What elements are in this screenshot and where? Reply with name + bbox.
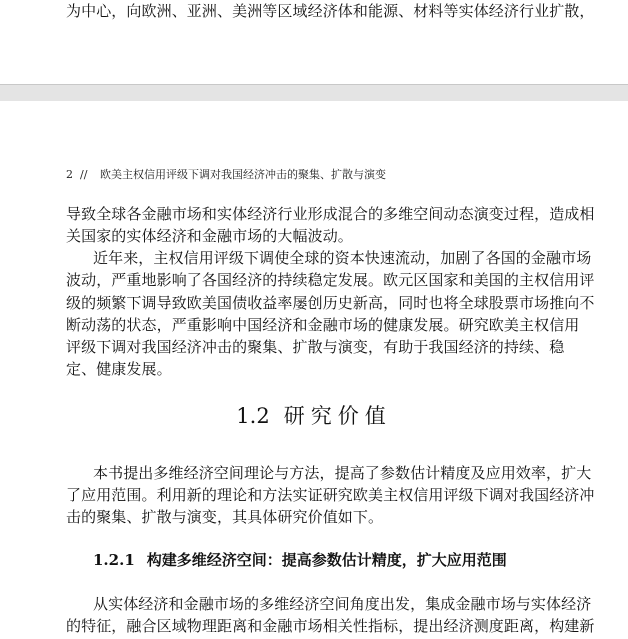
- previous-page: [0, 0, 628, 84]
- body-text-line: 了应用范围。利用新的理论和方法实证研究欧美主权信用评级下调对我国经济冲: [66, 486, 595, 504]
- header-separator: //: [80, 168, 88, 181]
- body-text-line: 波动，严重地影响了各国经济的持续稳定发展。欧元区国家和美国的主权信用评: [66, 271, 595, 289]
- body-text-line: 从实体经济和金融市场的多维经济空间角度出发，集成金融市场与实体经济: [93, 595, 592, 613]
- section-title: 研究价值: [283, 404, 392, 428]
- body-text-line: 级的频繁下调导致欧美国债收益率屡创历史新高，同时也将全球股票市场推向不: [66, 294, 595, 312]
- subsection-title: 构建多维经济空间：提高参数估计精度，扩大应用范围: [146, 551, 507, 569]
- body-text-line: 为中心，向欧洲、亚洲、美洲等区域经济体和能源、材料等实体经济行业扩散，: [66, 2, 595, 20]
- page-number: 2: [66, 168, 73, 181]
- body-text-line: 击的聚集、扩散与演变，其具体研究价值如下。: [66, 508, 384, 526]
- body-text-line: 断动荡的状态，严重影响中国经济和金融市场的健康发展。研究欧美主权信用: [66, 316, 580, 334]
- body-text-line: 的特征，融合区域物理距离和金融市场相关性指标，提出经济测度距离，构建新: [66, 617, 595, 635]
- page-separator: [0, 84, 628, 102]
- body-text-line: 定、健康发展。: [66, 360, 172, 378]
- running-title: 欧美主权信用评级下调对我国经济冲击的聚集、扩散与演变: [100, 168, 386, 181]
- body-text-line: 本书提出多维经济空间理论与方法，提高了参数估计精度及应用效率，扩大: [93, 464, 592, 482]
- body-text-line: 近年来，主权信用评级下调使全球的资本快速流动，加剧了各国的金融市场: [93, 249, 592, 267]
- body-text-line: 评级下调对我国经济冲击的聚集、扩散与演变，有助于我国经济的持续、稳: [66, 338, 565, 356]
- subsection-heading: [93, 552, 507, 568]
- section-heading: [0, 404, 628, 428]
- body-text-line: 关国家的实体经济和金融市场的大幅波动。: [66, 227, 353, 245]
- section-number: 1.2: [236, 404, 270, 428]
- body-text-line: 导致全球各金融市场和实体经济行业形成混合的多维空间动态演变过程，造成相: [66, 205, 595, 223]
- subsection-number: 1.2.1: [93, 551, 135, 569]
- running-header: [66, 169, 386, 180]
